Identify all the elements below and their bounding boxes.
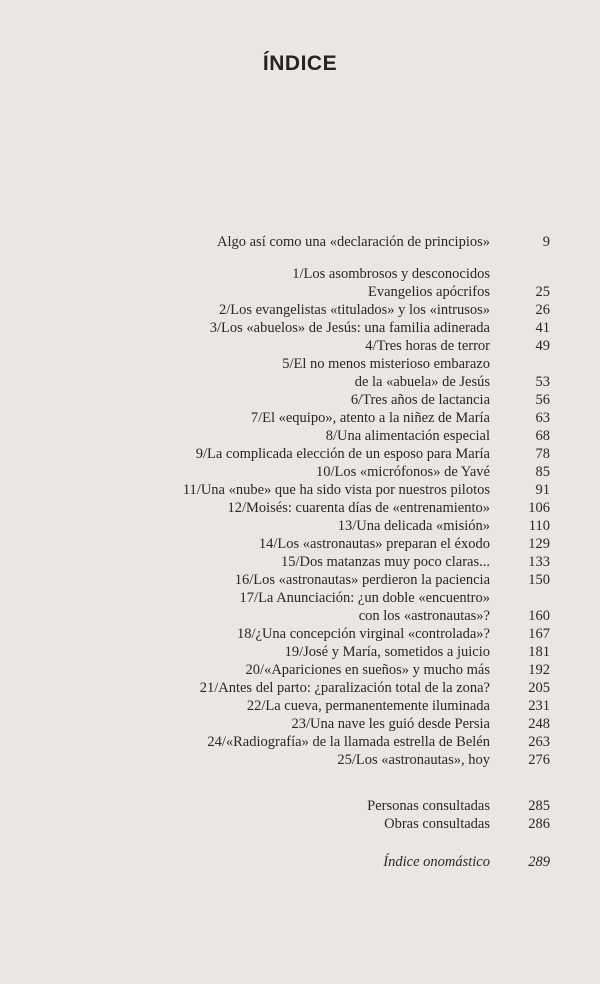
toc-entry-text: Algo así como una «declaración de principios» [216, 234, 490, 250]
toc-entry [60, 589, 550, 607]
toc-entry-page: 68 [535, 428, 550, 444]
toc-entry [60, 373, 550, 391]
toc-entry-page: 248 [528, 716, 550, 732]
toc-entry-page: 285 [528, 798, 550, 814]
toc-entry-text: 14/Los «astronautas» preparan el éxodo [258, 536, 490, 552]
toc-entry-text: 1/Los asombrosos y desconocidos [292, 266, 490, 282]
toc-entry-page: 192 [528, 662, 550, 678]
toc-entry-text: con los «astronautas»? [358, 608, 490, 624]
toc-entry-page: 129 [528, 536, 550, 552]
toc-entry [60, 535, 550, 553]
toc-entry [60, 815, 550, 833]
toc-entry-page: 110 [528, 518, 550, 534]
toc-entry-text: 7/El «equipo», atento a la niñez de María [250, 410, 490, 426]
toc-entry [60, 265, 550, 283]
toc-entry [60, 409, 550, 427]
toc-entry [60, 553, 550, 571]
toc-entry-text: 25/Los «astronautas», hoy [337, 752, 490, 768]
toc-entry-page: 106 [528, 500, 550, 516]
toc-entry-text: 16/Los «astronautas» perdieron la paciencia [234, 572, 490, 588]
toc-entry-text: 15/Dos matanzas muy poco claras... [281, 554, 490, 570]
toc-entry-text: 11/Una «nube» que ha sido vista por nuestros pilotos [182, 482, 490, 498]
toc-entry-text: 22/La cueva, permanentemente iluminada [246, 698, 490, 714]
toc-entry-text: Evangelios apócrifos [367, 284, 490, 300]
toc-entry-text: de la «abuela» de Jesús [354, 374, 490, 390]
toc-entry-text: 19/José y María, sometidos a juicio [284, 644, 490, 660]
toc-entry [60, 697, 550, 715]
toc-entry-page: 263 [528, 734, 550, 750]
toc-entry-page: 41 [535, 320, 550, 336]
toc-entry-page: 167 [528, 626, 550, 642]
toc-entry [60, 751, 550, 769]
toc-entry [60, 679, 550, 697]
toc-entry-page: 56 [535, 392, 550, 408]
toc-entry [60, 463, 550, 481]
toc-entry [60, 715, 550, 733]
toc-entry-text: 4/Tres horas de terror [365, 338, 490, 354]
toc-entry-page: 49 [535, 338, 550, 354]
toc-entry-text: 18/¿Una concepción virginal «controlada»? [237, 626, 490, 642]
toc-entry [60, 427, 550, 445]
toc-entry-text: Índice onomástico [383, 854, 490, 870]
toc-entry-page: 160 [528, 608, 550, 624]
toc-entry [60, 355, 550, 373]
toc-entry-page: 9 [542, 234, 550, 250]
toc-entry-page: 205 [528, 680, 550, 696]
toc-entry [60, 319, 550, 337]
toc-entry [60, 797, 550, 815]
toc-entry [60, 481, 550, 499]
toc-entry-text: 17/La Anunciación: ¿un doble «encuentro» [239, 590, 490, 606]
toc-entry-text: 13/Una delicada «misión» [337, 518, 490, 534]
toc-entry-page: 231 [528, 698, 550, 714]
toc-entry-text: 9/La complicada elección de un esposo para María [195, 446, 490, 462]
toc-entry [60, 625, 550, 643]
toc-entry [60, 607, 550, 625]
toc-entry [60, 643, 550, 661]
toc-entry-text: Obras consultadas [384, 816, 490, 832]
toc-entry-text: 12/Moisés: cuarenta días de «entrenamiento» [227, 500, 490, 516]
toc-entry-text: 8/Una alimentación especial [325, 428, 490, 444]
toc-entry-text: 21/Antes del parto: ¿paralización total de la zona? [199, 680, 490, 696]
toc-entry-text: 3/Los «abuelos» de Jesús: una familia adinerada [209, 320, 490, 336]
toc-entry [60, 233, 550, 251]
toc-entry [60, 661, 550, 679]
toc-entry-text: 10/Los «micrófonos» de Yavé [316, 464, 490, 480]
table-of-contents [60, 233, 550, 871]
page-title: ÍNDICE [262, 52, 338, 75]
toc-entry-page: 63 [535, 410, 550, 426]
toc-entry-page: 91 [535, 482, 550, 498]
toc-entry-page: 26 [535, 302, 550, 318]
toc-entry [60, 391, 550, 409]
toc-entry [60, 445, 550, 463]
toc-entry [60, 283, 550, 301]
toc-entry-text: 20/«Apariciones en sueños» y mucho más [245, 662, 490, 678]
toc-entry [60, 337, 550, 355]
toc-entry-page: 53 [535, 374, 550, 390]
toc-entry-page: 85 [535, 464, 550, 480]
toc-entry-page: 289 [528, 854, 550, 870]
toc-entry-text: 24/«Radiografía» de la llamada estrella de Belén [207, 734, 490, 750]
toc-entry-page: 150 [528, 572, 550, 588]
toc-entry [60, 301, 550, 319]
toc-entry [60, 733, 550, 751]
toc-entry-page: 25 [535, 284, 550, 300]
toc-entry-text: 2/Los evangelistas «titulados» y los «intrusos» [218, 302, 490, 318]
toc-entry-page: 133 [528, 554, 550, 570]
toc-entry-text: 23/Una nave les guió desde Persia [291, 716, 490, 732]
toc-entry-page: 276 [528, 752, 550, 768]
toc-entry-page: 181 [528, 644, 550, 660]
toc-entry-page: 78 [535, 446, 550, 462]
toc-entry-text: Personas consultadas [367, 798, 490, 814]
toc-entry [60, 517, 550, 535]
toc-entry [60, 571, 550, 589]
toc-entry-page: 286 [528, 816, 550, 832]
toc-entry-text: 5/El no menos misterioso embarazo [282, 356, 490, 372]
toc-entry-text: 6/Tres años de lactancia [350, 392, 490, 408]
toc-entry [60, 853, 550, 871]
toc-entry [60, 499, 550, 517]
